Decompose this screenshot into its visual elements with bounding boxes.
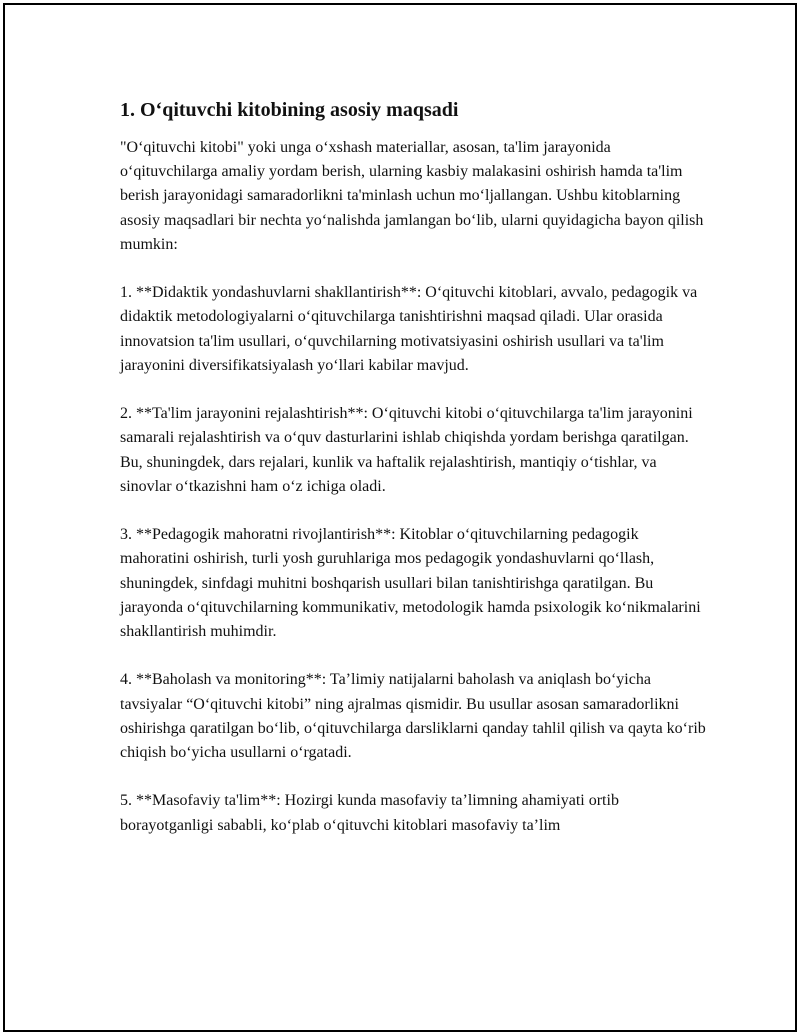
document-body xyxy=(120,97,710,862)
paragraph-assessment-monitoring: 4. **Baholash va monitoring**: Ta’limiy natijalarni baholash va aniqlash bo‘yicha tavsiyalar “O‘qituvchi kitobi” ning ajralmas qismidir. Bu usullar asosan samaradorlikni oshirishga qaratilgan bo‘lib, o‘qituvchilarga darsliklarni qanday tahlil qilish va qayta ko‘rib chiqish bo‘yicha usullarni o‘rgatadi. xyxy=(120,671,706,762)
paragraph-pedagogical-skills: 3. **Pedagogik mahoratni rivojlantirish**: Kitoblar o‘qituvchilarning pedagogik mahoratini oshirish, turli yosh guruhlariga mos pedagogik yondashuvlarni qo‘llash, shuningdek, sinfdagi muhitni boshqarish usullari bilan tanishtirishga qaratilgan. Bu jarayonda o‘qituvchilarning kommunikativ, metodologik hamda psixologik ko‘nikmalarini shakllantirish muhimdir. xyxy=(120,526,701,641)
section-heading: 1. O‘qituvchi kitobining asosiy maqsadi xyxy=(120,99,459,121)
intro-paragraph: "O‘qituvchi kitobi" yoki unga o‘xshash materiallar, asosan, ta'lim jarayonida o‘qituvchilarga amaliy yordam berish, ularning kasbiy malakasini oshirish hamda ta'lim berish jarayonidagi samaradorlikni ta'minlash uchun mo‘ljallangan. Ushbu kitoblarning asosiy maqsadlari bir nechta yo‘nalishda jamlangan bo‘lib, ularni quyidagicha bayon qilish mumkin: xyxy=(120,139,704,253)
paragraph-lesson-planning: 2. **Ta'lim jarayonini rejalashtirish**: O‘qituvchi kitobi o‘qituvchilarga ta'lim jarayonini samarali rejalashtirish va o‘quv dasturlarini ishlab chiqishda yordam berishga qaratilgan. Bu, shuningdek, dars rejalari, kunlik va haftalik rejalashtirish, mantiqiy o‘tishlar, va sinovlar o‘tkazishni ham o‘z ichiga oladi. xyxy=(120,405,693,495)
paragraph-didactic-approaches: 1. **Didaktik yondashuvlarni shakllantirish**: O‘qituvchi kitoblari, avvalo, pedagogik va didaktik metodologiyalarni o‘qituvchilarga tanishtirishni maqsad qiladi. Ular orasida innovatsion ta'lim usullari, o‘quvchilarning motivatsiyasini oshirish usullari va ta'lim jarayonini diversifikatsiyalash yo‘llari kabilar mavjud. xyxy=(120,284,698,374)
page-frame xyxy=(3,3,797,1032)
paragraph-distance-learning: 5. **Masofaviy ta'lim**: Hozirgi kunda masofaviy ta’limning ahamiyati ortib borayotganligi sababli, ko‘plab o‘qituvchi kitoblari masofaviy ta’lim xyxy=(120,792,619,834)
